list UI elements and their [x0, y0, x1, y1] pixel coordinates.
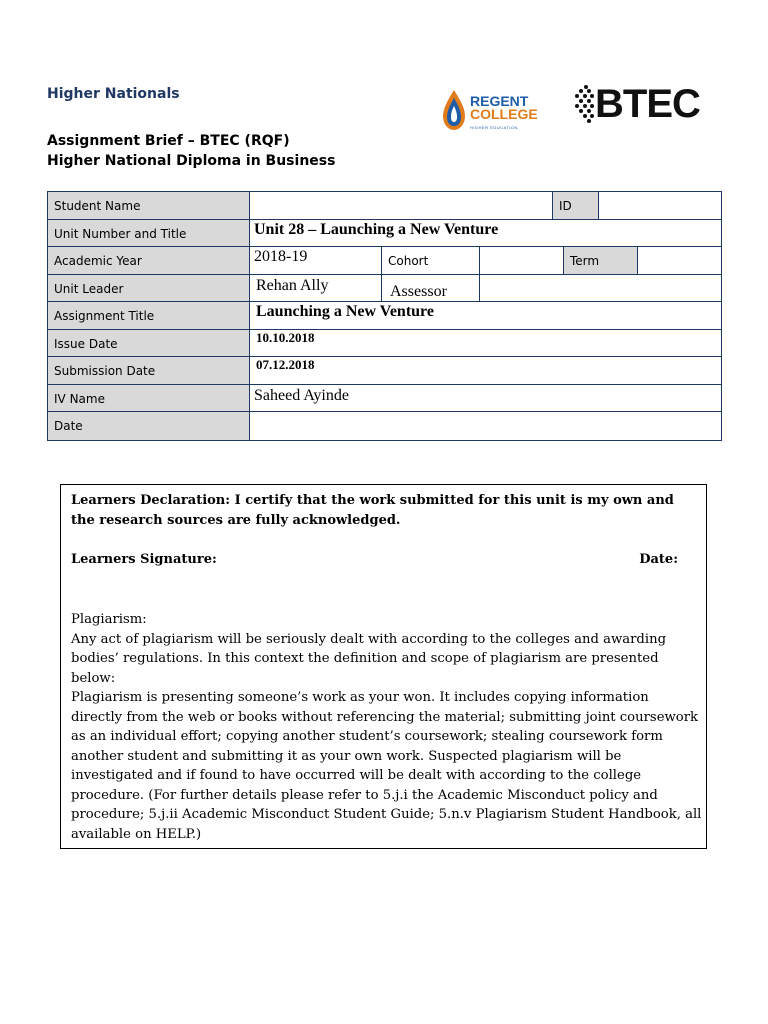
term-label: Term [563, 247, 637, 274]
row-academic-year [48, 247, 721, 275]
row-unit [48, 220, 721, 248]
row-date [48, 412, 721, 440]
row-submission-date [48, 357, 721, 385]
btec-wordmark: BTEC [595, 82, 700, 126]
row-issue-date [48, 330, 721, 358]
assignment-title-label: Assignment Title [48, 302, 249, 329]
brief-title-line1: Assignment Brief – BTEC (RQF) [47, 133, 290, 149]
unit-leader-value: Rehan Ally [249, 275, 381, 302]
row-student-name [48, 192, 721, 220]
assignment-title-value: Launching a New Venture [249, 302, 721, 329]
submission-date-value: 07.12.2018 [249, 357, 721, 384]
student-name-label: Student Name [48, 192, 249, 219]
academic-year-label: Academic Year [48, 247, 249, 274]
assignment-info-table [47, 191, 722, 441]
issue-date-value: 10.10.2018 [249, 330, 721, 357]
declaration-date-label: Date: [639, 552, 678, 567]
signature-label: Learners Signature: [71, 552, 217, 567]
id-label: ID [552, 192, 598, 219]
plagiarism-body: Plagiarism is presenting someone’s work as your won. It includes copying information directly from the web or books without referencing the material; submitting joint coursework as an individual effort; copying another student’s coursework; stealing coursework form another student and submitting it as your own work. Suspected plagiarism will be investigated and if found to have occurred will be dealt with according to the college procedure. (For further details please refer to 5.j.i the Academic Misconduct policy and procedure; 5.j.ii Academic Misconduct Student Guide; 5.n.v Plagiarism Student Handbook, all available on HELP.) [71, 690, 702, 842]
academic-year-value: 2018-19 [249, 247, 381, 274]
brief-title [47, 131, 335, 171]
submission-date-label: Submission Date [48, 357, 249, 384]
higher-nationals-heading: Higher Nationals [47, 86, 180, 102]
date-label: Date [48, 412, 249, 440]
term-field[interactable] [637, 247, 721, 274]
assessor-field[interactable] [479, 275, 721, 302]
row-iv-name [48, 385, 721, 413]
iv-name-value: Saheed Ayinde [249, 385, 721, 412]
regent-word: REGENT [470, 93, 529, 109]
id-field[interactable] [598, 192, 721, 219]
regent-tagline: HIGHER EDUCATION [470, 125, 518, 130]
brief-title-line2: Higher National Diploma in Business [47, 153, 336, 169]
college-word: COLLEGE [470, 106, 538, 122]
iv-name-label: IV Name [48, 385, 249, 412]
row-assignment-title [48, 302, 721, 330]
regent-college-logo [440, 86, 540, 136]
unit-leader-label: Unit Leader [48, 275, 249, 302]
date-field[interactable] [249, 412, 721, 440]
row-unit-leader [48, 275, 721, 303]
unit-value: Unit 28 – Launching a New Venture [249, 220, 721, 247]
plagiarism-heading: Plagiarism: [71, 612, 147, 627]
plagiarism-section [71, 610, 703, 844]
regent-drop-icon [440, 88, 468, 132]
declaration-statement: Learners Declaration: I certify that the work submitted for this unit is my own and the research sources are fully acknowledged. [71, 493, 674, 528]
issue-date-label: Issue Date [48, 330, 249, 357]
student-name-field[interactable] [249, 192, 552, 219]
assessor-label: Assessor [381, 275, 479, 302]
unit-label: Unit Number and Title [48, 220, 249, 247]
learners-declaration-box [60, 484, 707, 849]
btec-logo [574, 80, 700, 128]
cohort-label: Cohort [381, 247, 479, 274]
plagiarism-intro: Any act of plagiarism will be seriously dealt with according to the colleges and awarding bodies’ regulations. In this context the definition and scope of plagiarism are presented below: [71, 631, 667, 686]
btec-dots-icon [574, 84, 596, 124]
cohort-field[interactable] [479, 247, 563, 274]
